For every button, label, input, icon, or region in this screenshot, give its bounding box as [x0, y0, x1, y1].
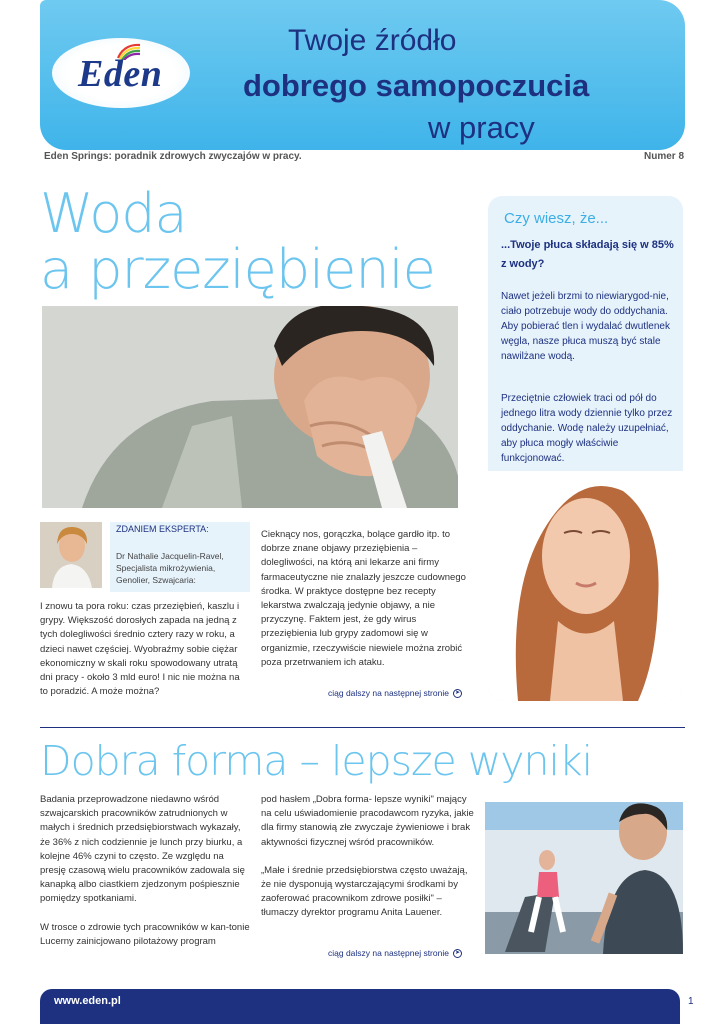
expert-portrait-photo	[40, 522, 102, 588]
article2-quote: „Małe i średnie przedsiębiorstwa często uważają, że nie dysponują wystarczającymi środkami by zaoferować pracownikom zdrowe posiłki" – tłumaczy dyrektor programu Anita Lauener.	[261, 864, 468, 919]
issue-number: Numer 8	[643, 151, 684, 162]
article2-headline: Dobra forma – lepsze wyniki	[40, 737, 593, 785]
continue-label: ciąg dalszy na następnej stronie	[328, 688, 449, 698]
gym-photo	[485, 802, 683, 954]
page-number: 1	[688, 996, 694, 1007]
sidebar-fact: ...Twoje płuca składają się w 85% z wody?	[501, 239, 674, 270]
expert-info	[116, 550, 224, 586]
guide-subtitle: Eden Springs: poradnik zdrowych zwyczajów w pracy.	[44, 151, 302, 162]
continue-link-article1[interactable]	[328, 688, 462, 698]
header-title-line2: dobrego samopoczucia	[243, 68, 590, 103]
sidebar-paragraph-1: Nawet jeżeli brzmi to niewiarygod-nie, ciało potrzebuje wody do oddychania. Aby pobierać tlen i wydalać dwutlenek węgla, nasze płuca muszą być stale nawilżane wodą.	[501, 291, 670, 362]
expert-name: Dr Nathalie Jacquelin-Ravel,	[116, 551, 224, 561]
sidebar-paragraph-2: Przeciętnie człowiek traci od pół do jednego litra wody dziennie tylko przez oddychanie. Wodę należy uzupełniać, aby płuca mogły właściwie funkcjonować.	[501, 393, 673, 464]
footer-bar	[40, 989, 680, 1024]
header-banner	[40, 0, 685, 150]
expert-role: Specjalista mikrożywienia,	[116, 563, 216, 573]
article1-headline-line2: a przeziębienie	[40, 238, 435, 301]
expert-heading: ZDANIEM EKSPERTA:	[116, 524, 209, 534]
article2-column-d	[261, 793, 476, 921]
website-link[interactable]: www.eden.pl	[54, 995, 121, 1007]
article2-paragraph-1: Badania przeprowadzone niedawno wśród szwajcarskich pracowników zatrudnionych w małych i średnich przedsiębiorstwach wykazały, że 36% z nich codziennie je lunch przy biurku, a kolejne 46% czyni to często. Ze względu na presję czasową wielu pracowników zadowala się kanapką albo ciastkiem zjedzonym pośpiesznie pomiędzy spotkaniami.	[40, 794, 245, 905]
article2-column-c	[40, 793, 250, 949]
header-title-line3: w pracy	[428, 110, 535, 145]
expert-box	[110, 522, 250, 592]
section-divider	[40, 727, 685, 728]
sidebar-title: Czy wiesz, że...	[504, 210, 609, 227]
eden-logo: Eden	[78, 53, 163, 95]
sneezing-man-photo	[42, 306, 458, 508]
continue-label: ciąg dalszy na następnej stronie	[328, 948, 449, 958]
article1-headline-line1: Woda	[40, 182, 187, 245]
expert-location: Genolier, Szwajcaria:	[116, 575, 196, 585]
header-title-line1: Twoje źródło	[288, 24, 457, 57]
article2-paragraph-2: W trosce o zdrowie tych pracowników w kan-tonie Lucerny zainicjowano pilotażowy program	[40, 921, 250, 947]
continue-link-article2[interactable]	[328, 948, 462, 958]
arrow-right-icon: ➤	[454, 690, 460, 697]
did-you-know-sidebar	[488, 196, 683, 701]
article1-column-b: Cieknący nos, gorączka, bolące gardło itp. to dobrze znane objawy przeziębienia – dolegliwości, na którą ani lekarze ani firmy farmaceutyczne nie znalazły jeszcze cudownego środka. W praktyce dostępne bez recepty lekarstwa zwalczają jedynie objawy, a nie przyczynę. Faktem jest, że gdy wirus przeziębienia lub grypy zadomowi się w organizmie, rzeczywiście niewiele można zrobić poza przetrwaniem ich ataku.	[261, 529, 466, 668]
breathing-woman-photo	[488, 471, 683, 701]
article1-column-a: I znowu ta pora roku: czas przeziębień, kaszlu i grypy. Większość dorosłych zapada na jedną z tych dolegliwości średnio cztery razy w roku, a dzieci nawet częściej. Wyobraźmy sobie ciężar ekonomiczny w skali roku spowodowany utratą dni pracy - około 3 mld euro! I nic nie można na to poradzić. A może można?	[40, 601, 240, 698]
arrow-right-icon: ➤	[454, 950, 460, 957]
article2-paragraph-3: pod hasłem „Dobra forma- lepsze wyniki" mający na celu uświadomienie pracodawcom ryzyka, jakie dla firmy stanowią złe zwyczaje żywieniowe i brak aktywności fizycznej wśród pracowników.	[261, 794, 474, 848]
